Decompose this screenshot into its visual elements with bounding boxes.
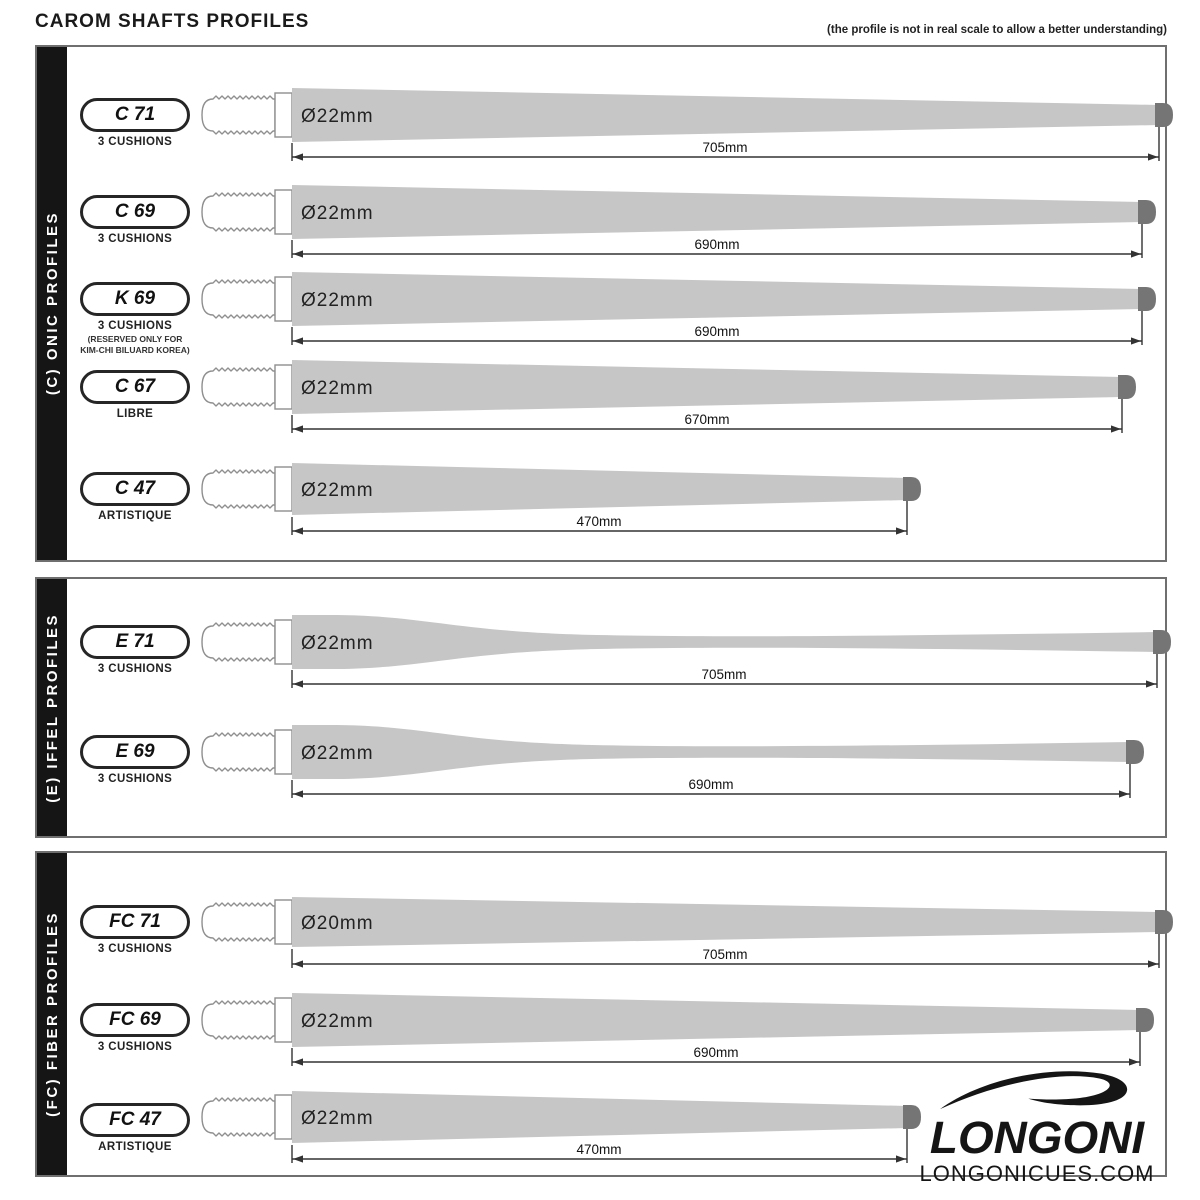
section-fiber-profiles [35,851,1167,1186]
model-badge [80,472,190,506]
shaft-diagram [197,172,1165,272]
diameter-label: Ø20mm [301,913,374,934]
joint-thread-icon [202,365,292,409]
diameter-label: Ø22mm [301,290,374,311]
length-label: 690mm [693,1045,739,1060]
reserved-note [50,334,220,356]
joint-thread-icon [202,1095,292,1139]
shaft-profile [292,993,1140,1047]
length-label: 705mm [702,140,748,155]
shaft-tip [1138,200,1156,224]
section-eiffel-profiles [35,577,1167,838]
section-sidebar [37,853,67,1175]
shaft-tip [1155,910,1173,934]
joint-thread-icon [202,93,292,137]
length-label: 690mm [694,324,740,339]
discipline-label: 3 CUSHIONS [97,320,173,332]
page-title: CAROM SHAFTS PROFILES [35,11,310,32]
length-label: 470mm [576,1142,622,1157]
shaft-tip [1136,1008,1154,1032]
shaft-diagram [197,75,1182,175]
section-conic-profiles [35,45,1167,562]
shaft-profile [292,88,1159,142]
longoni-swoosh-icon [932,1065,1142,1113]
brand-logo [902,1065,1172,1187]
section-label: (E) IFFEL PROFILES [43,612,61,803]
model-label: E 71 [115,631,155,652]
length-label: 705mm [701,667,747,682]
model-label: C 71 [114,104,156,125]
model-label: C 67 [114,376,156,397]
discipline-label: 3 CUSHIONS [97,943,173,955]
discipline-label: ARTISTIQUE [98,1141,172,1153]
model-badge [80,282,190,316]
joint-thread-icon [202,900,292,944]
length-label: 690mm [694,237,740,252]
discipline-label: LIBRE [116,408,154,420]
model-badge [80,195,190,229]
shaft-diagram [197,347,1145,447]
discipline-label: 3 CUSHIONS [97,1041,173,1053]
section-sidebar [37,579,67,836]
shaft-tip [903,477,921,501]
section-label: (C) ONIC PROFILES [43,211,61,396]
shaft-profile [292,463,907,515]
brand-name: LONGONI [929,1112,1145,1163]
model-badge [80,98,190,132]
shaft-diagram [197,259,1165,359]
shaft-profile [292,725,1130,779]
reserved-note-line2: KIM-CHI BILUARD KOREA) [80,345,190,355]
discipline-label: ARTISTIQUE [98,510,172,522]
scale-disclaimer: (the profile is not in real scale to allow a better understanding) [827,24,1167,36]
model-badge [80,370,190,404]
model-label: FC 69 [109,1009,161,1030]
joint-thread-icon [202,620,292,664]
shaft-profile [292,272,1142,326]
model-badge [80,625,190,659]
model-badge [80,735,190,769]
diameter-label: Ø22mm [301,633,374,654]
shaft-tip [1126,740,1144,764]
model-badge [80,1103,190,1137]
discipline-label: 3 CUSHIONS [97,663,173,675]
shaft-diagram [197,882,1182,982]
discipline-label: 3 CUSHIONS [97,773,173,785]
shaft-tip [1153,630,1171,654]
model-label: FC 47 [109,1109,161,1130]
section-sidebar [37,47,67,560]
diameter-label: Ø22mm [301,1108,374,1129]
joint-thread-icon [202,730,292,774]
model-label: E 69 [115,741,155,762]
section-label: (FC) FIBER PROFILES [43,911,61,1117]
joint-thread-icon [202,190,292,234]
shaft-diagram [197,712,1153,812]
length-label: 670mm [684,412,730,427]
model-badge [80,1003,190,1037]
shaft-tip [1155,103,1173,127]
shaft-profile [292,897,1159,947]
discipline-label: 3 CUSHIONS [97,136,173,148]
brand-site: LONGONICUES.COM [919,1161,1155,1186]
model-label: FC 71 [109,911,161,932]
reserved-note-line1: (RESERVED ONLY FOR [87,334,183,344]
joint-thread-icon [202,998,292,1042]
shaft-diagram [197,449,930,549]
joint-thread-icon [202,467,292,511]
diameter-label: Ø22mm [301,480,374,501]
joint-thread-icon [202,277,292,321]
model-badge [80,905,190,939]
shaft-tip [1118,375,1136,399]
diameter-label: Ø22mm [301,378,374,399]
model-label: C 47 [114,478,156,499]
diameter-label: Ø22mm [301,1011,374,1032]
shaft-diagram [197,1077,930,1177]
diameter-label: Ø22mm [301,203,374,224]
discipline-label: 3 CUSHIONS [97,233,173,245]
shaft-diagram [197,602,1180,702]
length-label: 470mm [576,514,622,529]
model-label: C 69 [114,201,156,222]
shaft-profile [292,615,1157,669]
shaft-profile [292,185,1142,239]
shaft-profile [292,1091,907,1143]
length-label: 690mm [688,777,734,792]
length-label: 705mm [702,947,748,962]
diameter-label: Ø22mm [301,106,374,127]
shaft-tip [1138,287,1156,311]
shaft-profile [292,360,1122,414]
model-label: K 69 [114,288,156,309]
diameter-label: Ø22mm [301,743,374,764]
